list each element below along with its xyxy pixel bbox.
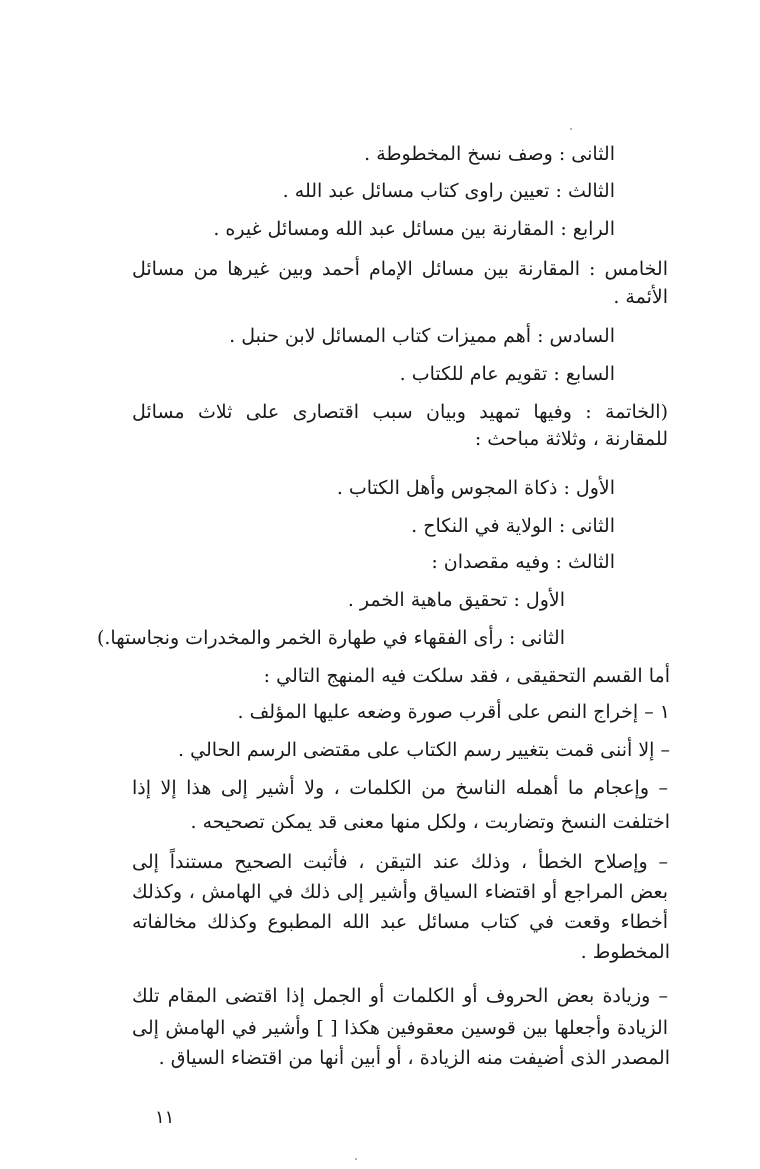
text-line: – وإعجام ما أهمله الناسخ من الكلمات ، ولا أشير إلى هذا إلا إذا [132, 777, 668, 799]
text-line: الخامس : المقارنة بين مسائل الإمام أحمد وبين غيرها من مسائل [132, 258, 668, 280]
text-line: (الخاتمة : وفيها تمهيد وبيان سبب اقتصارى على ثلاث مسائل [132, 401, 668, 423]
text-line: الأول : ذكاة المجوس وأهل الكتاب . [336, 477, 615, 499]
text-line: الأئمة . [613, 286, 668, 308]
text-line: – وزيادة بعض الحروف أو الكلمات أو الجمل إذا اقتضى المقام تلك [132, 985, 668, 1007]
text-line: بعض المراجع أو اقتضاء السياق وأشير إلى ذلك في الهامش ، وكذلك [132, 881, 668, 903]
text-line: أما القسم التحقيقى ، فقد سلكت فيه المنهج التالي : [263, 665, 670, 687]
text-line: السادس : أهم مميزات كتاب المسائل لابن حنبل . [229, 325, 615, 347]
text-line: اختلفت النسخ وتضاربت ، ولكل منها معنى قد يمكن تصحيحه . [190, 811, 670, 833]
text-line: الثانى : الولاية في النكاح . [411, 515, 615, 537]
text-line: السابع : تقويم عام للكتاب . [399, 363, 615, 385]
text-line: الأول : تحقيق ماهية الخمر . [347, 589, 565, 611]
text-line: المصدر الذى أضيفت منه الزيادة ، أو أبين أنها من اقتضاء السياق . [158, 1047, 670, 1069]
text-line: – إلا أننى قمت بتغيير رسم الكتاب على مقتضى الرسم الحالي . [178, 739, 670, 761]
text-line: الزيادة وأجعلها بين قوسين معقوفين هكذا [ ] وأشير في الهامش إلى [132, 1017, 668, 1039]
text-line: الثانى : رأى الفقهاء في طهارة الخمر والمخدرات ونجاستها.) [96, 627, 565, 649]
text-line: ١ – إخراج النص على أقرب صورة وضعه عليها المؤلف . [237, 701, 670, 723]
text-line: – وإصلاح الخطأ ، وذلك عند التيقن ، فأثبت الصحيح مستنداً إلى [132, 851, 668, 873]
text-line: الرابع : المقارنة بين مسائل عبد الله ومسائل غيره . [213, 218, 615, 240]
scan-speck [570, 128, 572, 130]
page-number: ١١ [155, 1107, 175, 1128]
scan-speck [355, 1158, 357, 1160]
text-line: الثالث : وفيه مقصدان : [431, 551, 615, 573]
text-line: الثانى : وصف نسخ المخطوطة . [364, 143, 615, 165]
text-line: أخطاء وقعت في كتاب مسائل عبد الله المطبوع وكذلك مخالفاته [132, 911, 668, 933]
text-line: الثالث : تعيين راوى كتاب مسائل عبد الله . [282, 180, 615, 202]
text-line: المخطوط . [580, 941, 670, 963]
text-line: للمقارنة ، وثلاثة مباحث : [474, 428, 668, 450]
